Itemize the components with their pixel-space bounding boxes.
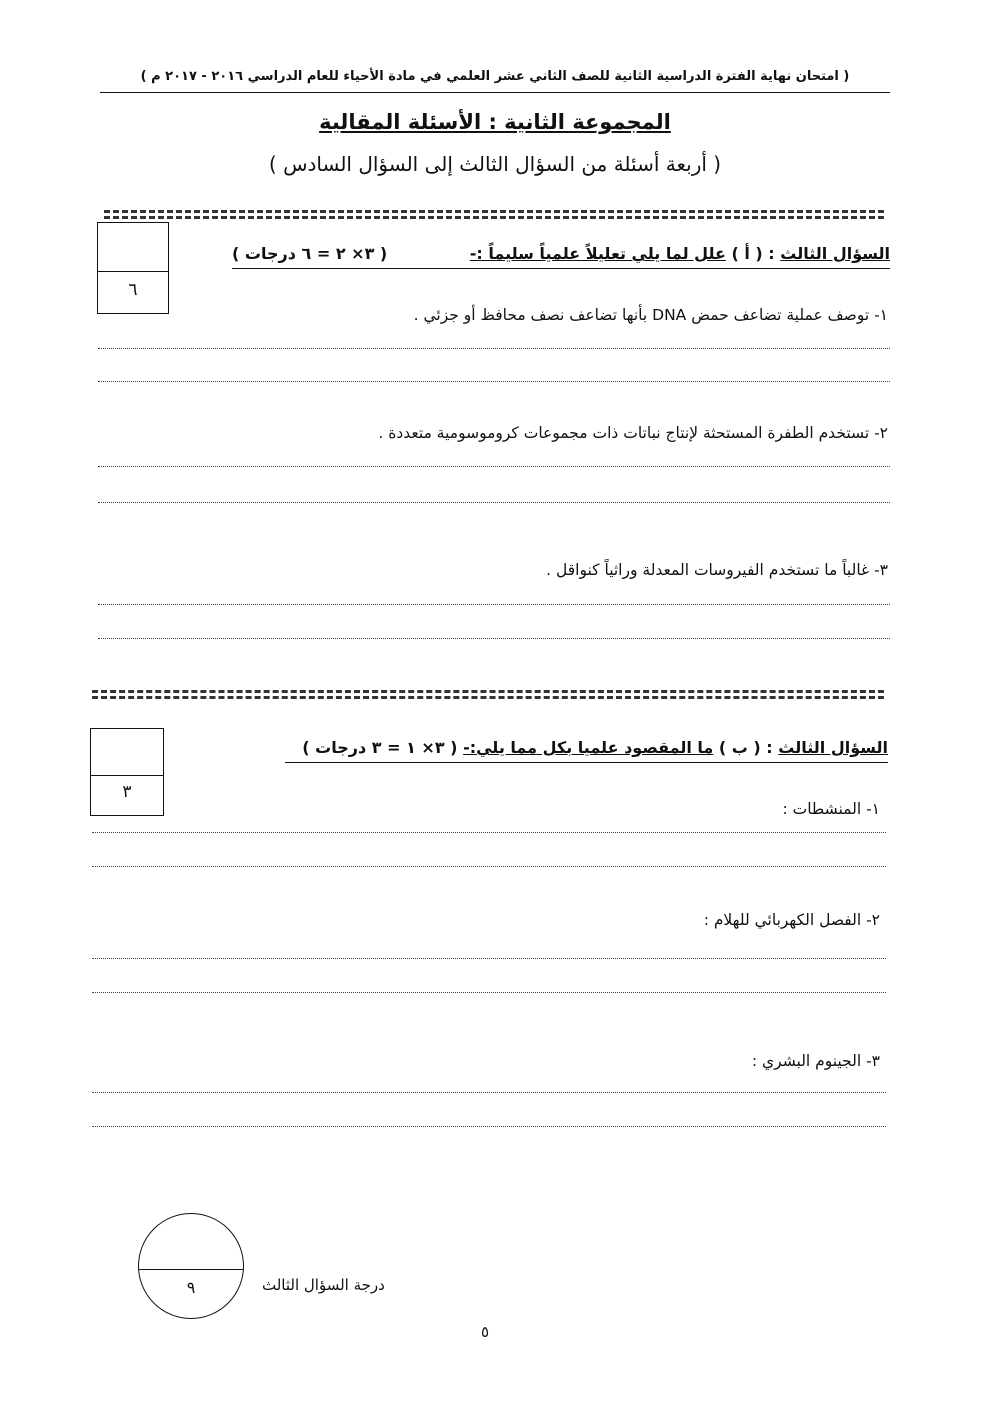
answer-line	[92, 1126, 886, 1127]
question-part: : ( ب )	[718, 738, 773, 757]
question-heading-a	[470, 244, 890, 263]
answer-line	[92, 1092, 886, 1093]
item-b-2: ٢- الفصل الكهربائي للهلام :	[703, 911, 880, 929]
group-title: المجموعة الثانية : الأسئلة المقالية	[319, 110, 671, 134]
answer-line	[92, 832, 886, 833]
dashed-separator-top-2	[104, 216, 884, 219]
dashed-separator-top	[104, 210, 884, 213]
answer-line	[98, 348, 890, 349]
heading-underline-a	[232, 268, 890, 269]
answer-line	[98, 604, 890, 605]
item-a-1: ١- توصف عملية تضاعف حمض DNA بأنها تضاعف نصف محافظ أو جزئي .	[413, 306, 888, 324]
question-part: : ( أ )	[731, 244, 775, 263]
question-label: السؤال الثالث	[780, 244, 890, 263]
dashed-separator-middle	[92, 690, 884, 693]
page-number: ٥	[480, 1323, 490, 1341]
dashed-separator-middle-2	[92, 696, 884, 699]
item-a-2: ٢- تستخدم الطفرة المستحثة لإنتاج نباتات ذات مجموعات كروموسومية متعددة .	[378, 424, 888, 442]
group-subtitle: ( أربعة أسئلة من السؤال الثالث إلى السؤال السادس )	[268, 152, 722, 176]
answer-line	[98, 502, 890, 503]
answer-line	[98, 638, 890, 639]
total-grade-label: درجة السؤال الثالث	[262, 1276, 385, 1294]
grade-box-value: ٣	[122, 782, 132, 802]
grade-box-section-b	[90, 728, 164, 816]
answer-line	[92, 958, 886, 959]
heading-underline-b	[285, 762, 888, 763]
question-marks-b: ( ٣× ١ = ٣ درجات )	[302, 738, 458, 757]
total-grade-circle	[138, 1213, 244, 1319]
question-label: السؤال الثالث	[778, 738, 888, 757]
grade-box-value: ٦	[128, 280, 138, 300]
question-prompt: علل لما يلي تعليلاً علمياً سليماً :-	[469, 244, 726, 263]
item-a-3: ٣- غالباً ما تستخدم الفيروسات المعدلة وراثياً كنواقل .	[546, 561, 888, 579]
answer-line	[92, 992, 886, 993]
total-grade-value: ٩	[186, 1278, 196, 1297]
answer-line	[98, 466, 890, 467]
answer-line	[92, 866, 886, 867]
item-b-1: ١- المنشطات :	[782, 800, 880, 818]
grade-box-section-a	[97, 222, 169, 314]
answer-line	[98, 381, 890, 382]
exam-header: ( امتحان نهاية الفترة الدراسية الثانية للصف الثاني عشر العلمي في مادة الأحياء للعام الدراسي ٢٠١٦ - ٢٠١٧ م )	[100, 66, 890, 93]
question-heading-b	[302, 738, 888, 757]
question-marks-a: ( ٣× ٢ = ٦ درجات )	[232, 244, 388, 263]
question-prompt: ما المقصود علميا بكل مما يلي:-	[463, 738, 714, 757]
item-b-3: ٣- الجينوم البشري :	[751, 1052, 880, 1070]
